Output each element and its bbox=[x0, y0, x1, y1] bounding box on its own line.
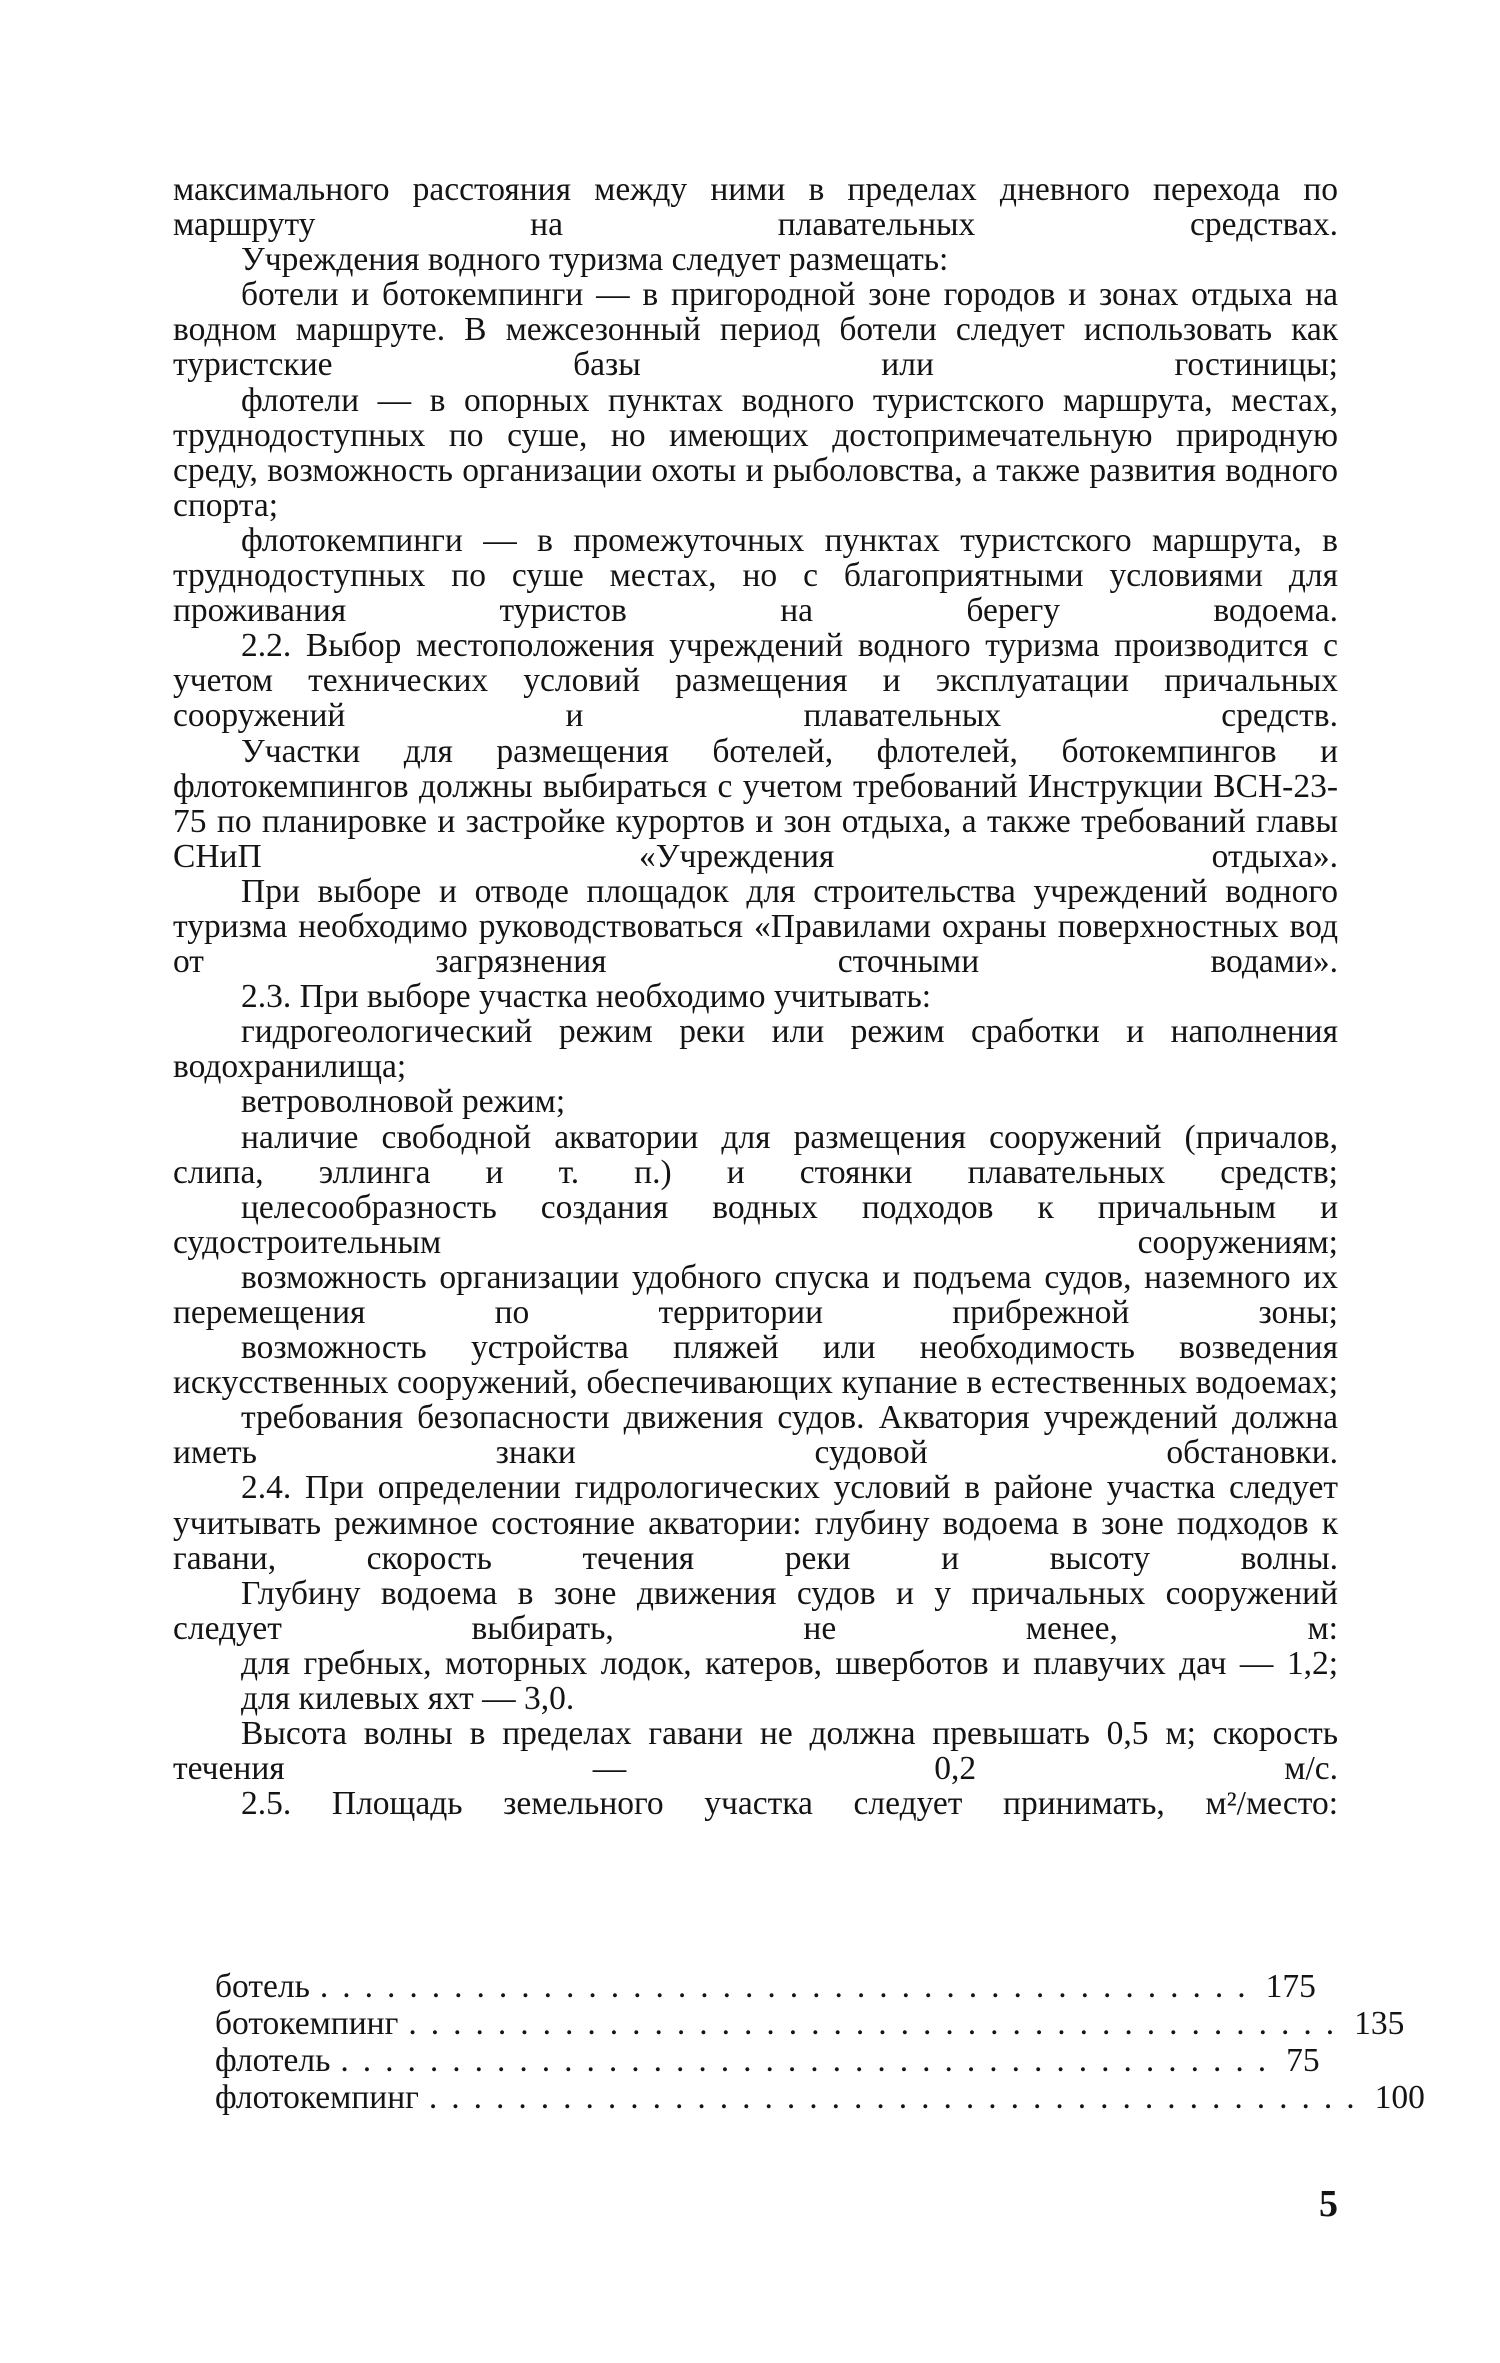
paragraph: Учреждения водного туризма следует размещать: bbox=[241, 241, 949, 279]
area-norms-table bbox=[215, 1968, 1425, 2116]
paragraph: для килевых яхт — 3,0. bbox=[241, 1680, 575, 1718]
facility-name: ботокемпинг bbox=[215, 2005, 399, 2042]
paragraph: Высота волны в пределах гавани не должна превышать 0,5 м; скорость течения — 0,2 м/с. bbox=[173, 1715, 1338, 1788]
area-value: 75 bbox=[1286, 2042, 1320, 2079]
paragraph: 2.5. Площадь земельного участка следует принимать, м²/место: bbox=[241, 1785, 1338, 1823]
paragraph: целесообразность создания водных подходов к причальным и судостроительным сооружениям; bbox=[173, 1188, 1338, 1261]
paragraph: 2.4. При определении гидрологических условий в районе участка следует учитывать режимное состояние акватории: глубину водоема в зоне подходов к гавани, скорость течения реки и высоту волны. bbox=[173, 1469, 1338, 1577]
dot-leader: .......................................... bbox=[408, 2005, 1349, 2042]
table-row bbox=[215, 1968, 1316, 2005]
table-row bbox=[215, 2079, 1425, 2116]
paragraph: флотели — в опорных пунктах водного туристского маршрута, местах, труднодоступных по суше, но имеющих достопримечательную природную среду, возможность организации охоты и рыболовства, а также развития водного спорта; bbox=[173, 381, 1338, 524]
dot-leader: .......................................... bbox=[428, 2079, 1369, 2116]
paragraph: наличие свободной акватории для размещения сооружений (причалов, слипа, эллинга и т. п.) и стоянки плавательных средств; bbox=[173, 1118, 1338, 1191]
paragraph: 2.3. При выборе участка необходимо учитывать: bbox=[241, 978, 932, 1016]
paragraph: гидрогеологический режим реки или режим сработки и наполнения водохранилища; bbox=[173, 1013, 1338, 1086]
facility-name: флотель bbox=[215, 2042, 331, 2079]
paragraph: ботели и ботокемпинги — в пригородной зоне городов и зонах отдыха на водном маршруте. В межсезонный период ботели следует использовать как туристские базы или гостиницы; bbox=[173, 276, 1338, 384]
document-body bbox=[173, 172, 1338, 1821]
paragraph: Глубину водоема в зоне движения судов и у причальных сооружений следует выбирать, не менее, м: bbox=[173, 1574, 1338, 1647]
area-value: 175 bbox=[1265, 1968, 1316, 2005]
area-value: 100 bbox=[1374, 2079, 1425, 2116]
dot-leader: .......................................... bbox=[319, 1968, 1260, 2005]
paragraph: требования безопасности движения судов. Акватория учреждений должна иметь знаки судовой обстановки. bbox=[173, 1399, 1338, 1472]
paragraph: 2.2. Выбор местоположения учреждений водного туризма производится с учетом технических условий размещения и эксплуатации причальных сооружений и плавательных средств. bbox=[173, 627, 1338, 735]
area-value: 135 bbox=[1354, 2005, 1405, 2042]
table-row bbox=[215, 2042, 1320, 2079]
table-row bbox=[215, 2005, 1405, 2042]
page-number: 5 bbox=[1319, 2183, 1338, 2225]
paragraph: возможность организации удобного спуска и подъема судов, наземного их перемещения по территории прибрежной зоны; bbox=[173, 1258, 1338, 1331]
paragraph: При выборе и отводе площадок для строительства учреждений водного туризма необходимо руководствоваться «Правилами охраны поверхностных вод от загрязнения сточными водами». bbox=[173, 872, 1338, 981]
paragraph: ветроволновой режим; bbox=[241, 1083, 566, 1121]
paragraph: максимального расстояния между ними в пределах дневного перехода по маршруту на плавательных средствах. bbox=[173, 171, 1338, 244]
dot-leader: .......................................... bbox=[340, 2042, 1281, 2079]
paragraph: возможность устройства пляжей или необходимость возведения искусственных сооружений, обеспечивающих купание в естественных водоемах; bbox=[173, 1329, 1338, 1402]
facility-name: флотокемпинг bbox=[215, 2079, 419, 2116]
paragraph: флотокемпинги — в промежуточных пунктах туристского маршрута, в труднодоступных по суше местах, но с благоприятными условиями для проживания туристов на берегу водоема. bbox=[173, 521, 1338, 630]
facility-name: ботель bbox=[215, 1968, 310, 2005]
paragraph: для гребных, моторных лодок, катеров, шверботов и плавучих дач — 1,2; bbox=[241, 1644, 1338, 1682]
paragraph: Участки для размещения ботелей, флотелей, ботокемпингов и флотокемпингов должны выбираться с учетом требований Инструкции ВСН-23-75 по планировке и застройке курортов и зон отдыха, а также требований главы СНиП «Учреждения отдыха». bbox=[173, 732, 1338, 875]
